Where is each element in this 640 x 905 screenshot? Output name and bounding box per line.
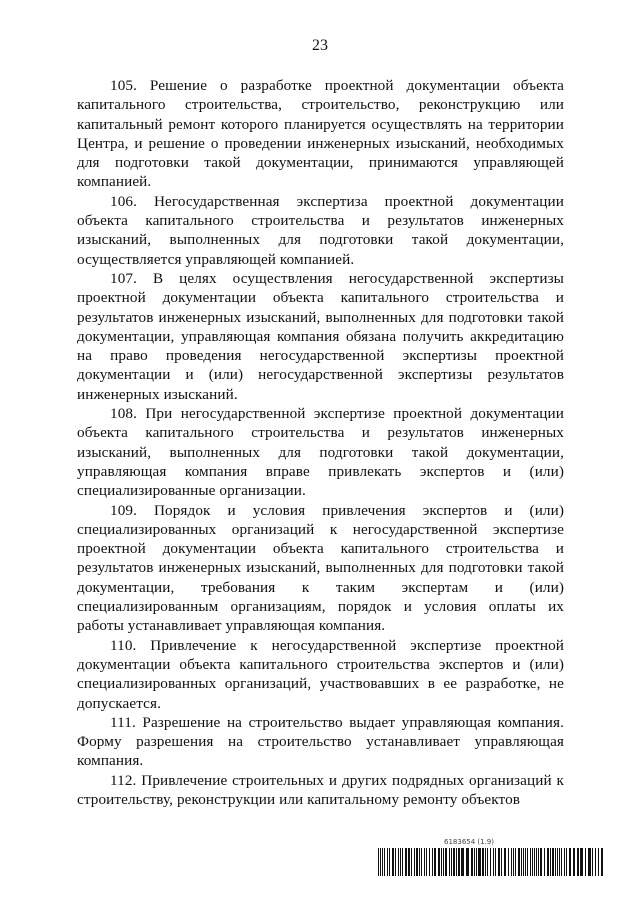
paragraph-108: 108. При негосударственной экспертизе проектной документации объекта капитального строительства и результатов инженерных изысканий, выполненных для подготовки такой документации, управляющая компания вправе привлекать экспертов и (или) специализированные организации. [77,405,564,500]
paragraph-111: 111. Разрешение на строительство выдает управляющая компания. Форму разрешения на строительство устанавливает управляющая компания. [77,713,564,770]
paragraph-109: 109. Порядок и условия привлечения экспертов и (или) специализированных организаций к негосударственной экспертизе проектной документации объекта капитального строительства и результатов инженерных изысканий, выполненных для подготовки такой документации, требования к таким экспертам и (или) специализированным организациям, порядок и условия оплаты их работы устанавливает управляющая компания. [77,501,564,635]
paragraph-110: 110. Привлечение к негосударственной экспертизе проектной документации объекта капитального строительства экспертов и (или) специализированных организаций, участвовавших в ее разработке, не допускается. [77,636,564,712]
barcode-image [378,848,606,876]
paragraph-112: 112. Привлечение строительных и других подрядных организаций к строительству, реконструкции или капитальному ремонту объектов [77,771,564,808]
document-code: 6183654 (1.9) [444,838,494,846]
paragraph-106: 106. Негосударственная экспертиза проектной документации объекта капитального строительства и результатов инженерных изысканий, выполненных для подготовки такой документации, осуществляется управляющей компанией. [77,192,564,268]
page-number: 23 [312,37,328,54]
paragraph-105: 105. Решение о разработке проектной документации объекта капитального строительства, строительство, реконструкцию или капитальный ремонт которого планируется осуществлять на территории Центра, и решение о проведении инженерных изысканий, необходимых для подготовки такой документации, принимаются управляющей компанией. [77,77,564,191]
document-text [77,76,564,809]
paragraph-107: 107. В целях осуществления негосударственной экспертизы проектной документации объекта капитального строительства и результатов инженерных изысканий, выполненных для подготовки такой документации, управляющая компания обязана получить аккредитацию на право проведения негосударственной экспертизы проектной документации и (или) негосударственной экспертизы результатов инженерных изысканий. [77,269,564,403]
